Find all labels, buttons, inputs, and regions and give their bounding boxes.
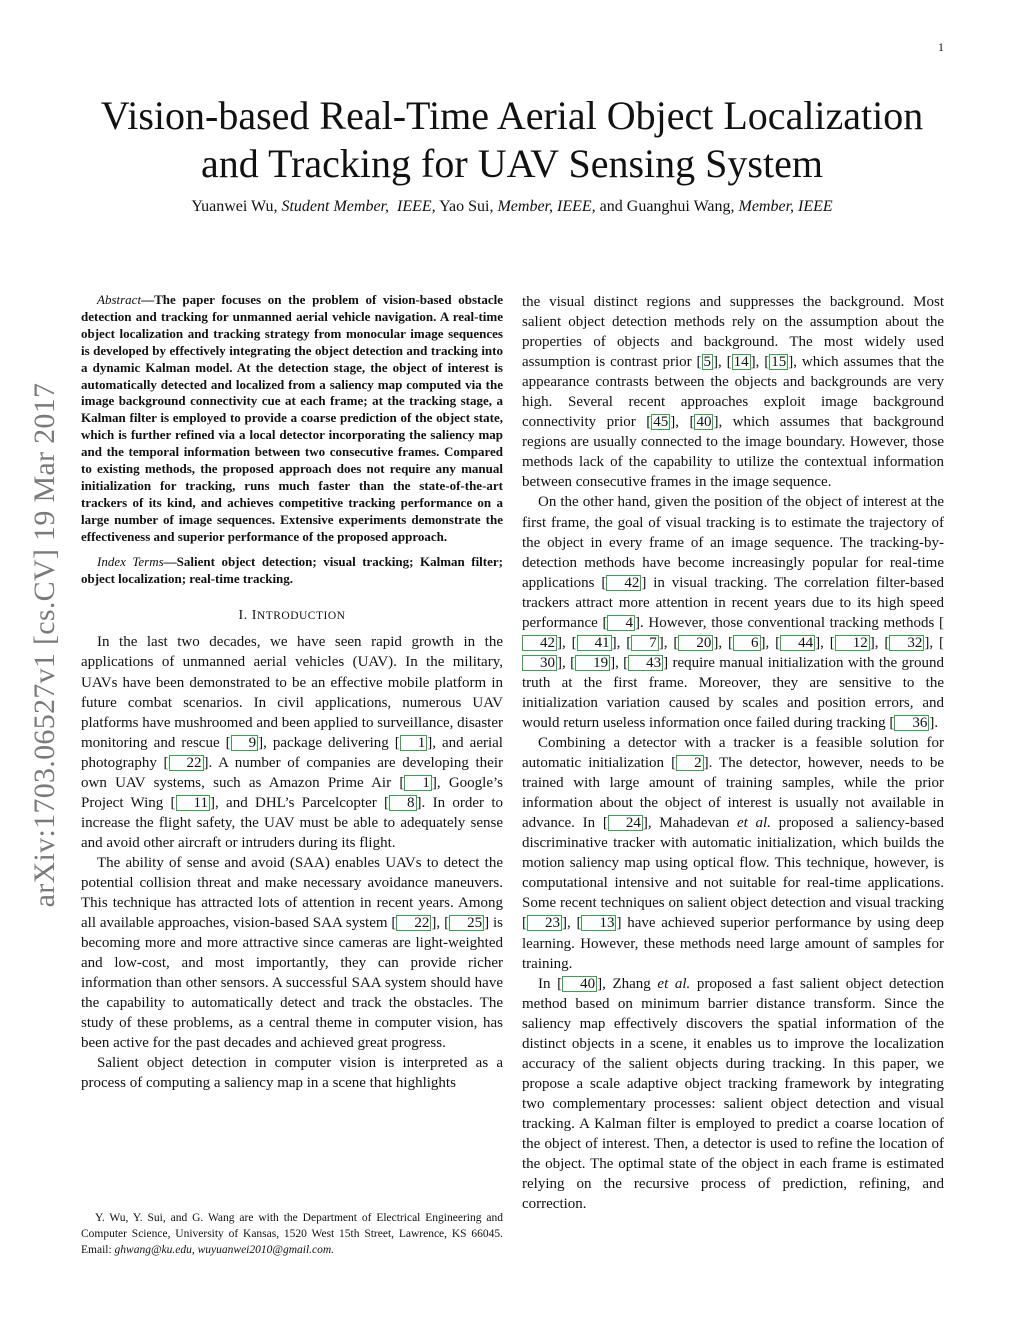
citation-link[interactable]: 32 (889, 635, 924, 651)
citation-link[interactable]: 2 (676, 755, 704, 771)
text-run: In the last two decades, we have seen rapid growth in the applications of unmanned aerial vehicles (UAV). In the military, UAVs have been demonstrated to be an effective mobile platform in future combat scenarios. In civil applications, numerous UAV platforms have mushroomed and been applied to surveillance, disaster monitoring and rescue (81, 634, 503, 751)
citation-link[interactable]: 44 (780, 635, 815, 651)
citation-link[interactable]: 7 (631, 635, 659, 651)
citation-link[interactable]: 1 (400, 735, 428, 751)
citation-link[interactable]: 41 (577, 635, 612, 651)
section-rest: NTRODUCTION (256, 610, 346, 623)
page-number: 1 (938, 40, 944, 54)
text-run: . In order to increase the flight safety, the UAV must be able to adequately sense and avoid other aircraft or intruders during its flight. (81, 794, 503, 851)
citation-link[interactable]: 40 (562, 976, 597, 992)
text-run: , Mahadevan (647, 815, 737, 832)
text-run: proposed a fast salient object detection method based on minimum barrier distance transform. Since the saliency map effectively discovers the spatial information of the distinct objects in a scene, it enables us to improve the localization accuracy of the salient objects during tracking. In this paper, we propose a scale adaptive object tracking framework by integrating two complementary processes: salient object detection and visual tracking. A Kalman filter is employed to predict a coarse location of the object of interest. Then, a detector is used to refine the location of the object. The optimal state of the object in each frame is estimated relying on the recursive process of prediction, refining, and correction. (522, 975, 944, 1213)
text-run: The ability of sense and avoid (SAA) enables UAVs to detect the potential collision threat and make necessary avoidance maneuvers. This technique has attracted lots of attention in recent years. Among all available approaches, vision-based SAA system (81, 854, 503, 932)
text-run: , and DHL’s Parcelcopter (215, 794, 385, 811)
citation-link[interactable]: 42 (606, 575, 641, 591)
text-run: , (874, 634, 885, 651)
text-run: , (562, 634, 572, 651)
arxiv-stamp (28, 350, 61, 940)
citation-link[interactable]: 12 (835, 635, 870, 651)
text-run: , (820, 634, 830, 651)
footnote-emails: ghwang@ku.edu, wuyuanwei2010@gmail.com. (114, 1244, 335, 1256)
citation-link[interactable]: 25 (449, 915, 484, 931)
et-al: et al. (736, 815, 771, 832)
citation-link[interactable]: 19 (575, 655, 610, 671)
text-run: , (755, 354, 765, 371)
index-terms (81, 554, 503, 588)
text-run: , (616, 634, 627, 651)
et-al: et al. (657, 975, 691, 992)
text-run: , (562, 654, 571, 671)
text-run: , which assumes that the appearance contrasts between the objects and backgrounds are very high. Several recent approaches exploit image background connectivity prior (522, 354, 945, 431)
right-paragraph-2: On the other hand, given the position of the object of interest at the first frame, the goal of visual tracking is to estimate the trajectory of the object in every frame of an image sequence. The tracking-by-detection methods have become increasingly popular for real-time applications [ 42 ] in visual tracking. The correlation filter-based trackers attract more attention in recent years due to its high speed performance [ 4 ]. However, those conventional tracking methods [42 ], [ 41 ], [ 7 ], [ 20 ], [ 6 ], [ 44 ], [ 12 ], [ 32 ], [30 ], [ 19 ], [ 43 ] require manual initialization with the ground truth at the first frame. Moreover, they are sensitive to the initialization variation caused by scales and position errors, and would return useless information once failed during tracking [ 36 ]. (522, 494, 945, 731)
citation-link[interactable]: 24 (608, 815, 643, 831)
section-numeral: I. (238, 608, 248, 624)
author-3-name: Guanghui Wang, (626, 198, 735, 215)
text-run: , package delivering (263, 734, 395, 751)
title-line-2: and Tracking for UAV Sensing System (201, 141, 823, 186)
citation-link[interactable]: 22 (169, 755, 204, 771)
citation-link[interactable]: 9 (231, 735, 259, 751)
and-word: and (599, 198, 623, 215)
citation-link[interactable]: 15 (771, 354, 787, 371)
abstract (81, 292, 503, 546)
text-run: , (765, 634, 776, 651)
text-run: . A number of companies are developing their own UAV systems, such as Amazon Prime Air (81, 754, 503, 791)
text-run: have achieved superior performance by using deep learning. However, these methods need large amount of samples for training. (522, 915, 944, 972)
citation-link[interactable]: 20 (678, 635, 713, 651)
text-run: , (615, 654, 624, 671)
text-run: , Zhang (602, 975, 658, 992)
index-terms-body: —Salient object detection; visual tracking; Kalman filter; object localization; real-time tracking. (81, 553, 503, 586)
right-paragraph-4: In [ 40 ], Zhang et al. proposed a fast salient object detection method based on minimum barrier distance transform. Since the saliency map effectively discovers the spatial information of the distinct objects in a scene, it enables us to improve the localization accuracy of the salient objects during tracking. In this paper, we propose a scale adaptive object tracking framework by integrating two complementary processes: salient object detection and visual tracking. A Kalman filter is employed to predict a coarse location of the object of interest. Then, a detector is used to refine the location of the object. The optimal state of the object in each frame is estimated relying on the recursive process of prediction, refining, and correction. (522, 975, 944, 1213)
citation-link[interactable]: 23 (527, 915, 562, 931)
text-run: require manual initialization with the ground truth at the first frame. Moreover, they are sensitive to the initialization variation caused by scales and position errors, and would return useless information once failed during tracking (522, 654, 945, 731)
citation-link[interactable]: 40 (696, 414, 712, 431)
right-column (522, 292, 944, 1214)
citation-link[interactable]: 4 (607, 615, 635, 631)
citation-link[interactable]: 1 (404, 775, 432, 791)
author-2-role: Member, IEEE, (497, 198, 596, 215)
author-line (60, 198, 964, 216)
citation-link[interactable]: 6 (733, 635, 761, 651)
citation-link[interactable]: 45 (653, 414, 669, 431)
text-run: . (934, 714, 939, 731)
footnote-text: Y. Wu, Y. Sui, and G. Wang are with the Department of Electrical Engineering and Computer Science, University of Kansas, 1520 West 15th Street, Lawrence, KS 66045. Email: (81, 1212, 503, 1256)
text-run: , (929, 634, 939, 651)
text-run: . The detector, however, needs to be trained with large amount of training samples, while the prior information about the object of interest is usually not available in advance. In (522, 755, 944, 832)
citation-link[interactable]: 22 (396, 915, 431, 931)
text-run: , which assumes that background regions are usually connected to the image boundary. However, those methods lack of the capability to utilize the contextual information between consecutive frames in the image sequence. (522, 414, 944, 491)
index-terms-label: Index Terms (97, 553, 164, 569)
author-3-role: Member, IEEE (738, 198, 833, 215)
intro-paragraph-3 (81, 1053, 503, 1093)
text-run: , (567, 915, 577, 932)
text-run: , (436, 915, 445, 932)
citation-link[interactable]: 30 (522, 655, 557, 671)
author-affiliation-footnote (81, 1210, 503, 1258)
arxiv-stamp-text: arXiv:1703.06527v1 [cs.CV] 19 Mar 2017 (28, 382, 61, 908)
text-run: in visual tracking. The correlation filter-based trackers attract more attention in recent years due to its high speed performance (522, 574, 945, 631)
abstract-body: —The paper focuses on the problem of vision-based obstacle detection and tracking for unmanned aerial vehicle navigation. A real-time object localization and tracking strategy from monocular image sequences is developed by effectively integrating the object detection and tracking into a dynamic Kalman model. At the detection stage, the object of interest is automatically detected and localized from a saliency map computed via the image background connectivity cue at each frame; at the tracking stage, a Kalman filter is employed to provide a coarse prediction of the object state, which is further refined via a local detector incorporating the saliency map and the temporal information between two consecutive frames. Compared to existing methods, the proposed approach does not require any manual initialization for tracking, runs much faster than the state-of-the-art trackers of its kind, and achieves competitive tracking performance on a large number of image sequences. Extensive experiments demonstrate the effectiveness and superior performance of the proposed approach. (81, 292, 503, 544)
citation-link[interactable]: 36 (894, 715, 929, 731)
text-run: Combining a detector with a tracker is a feasible solution for automatic initialization (522, 735, 944, 772)
text-run: is becoming more and more attractive since cameras are light-weighted and low-cost, and most importantly, they can provide richer information than other sensors. A successful SAA system should have the capability to automatically detect and track the obstacles. The study of these problems, as a central theme in computer vision, has been active for the past decades and achieved great progress. (81, 915, 503, 1052)
title-line-1: Vision-based Real-Time Aerial Object Localization (100, 93, 924, 138)
right-paragraph-3: Combining a detector with a tracker is a feasible solution for automatic initialization [ 2 ]. The detector, however, needs to be trained with large amount of training samples, while the prior information about the object of interest is usually not available in advance. In [ 24 ], Mahadevan et al. proposed a saliency-based discriminative tracker with automatic initialization, which builds the motion saliency map using optical flow. This technique, however, is computational intensive and not suitable for real-time applications. Some recent techniques on salient object detection and visual tracking [ 23 ], [ 13 ] have achieved superior performance by using deep learning. However, these methods need large amount of samples for training. (522, 735, 944, 972)
text-run: , Google’s Project Wing (81, 774, 503, 811)
abstract-label: Abstract (97, 292, 142, 307)
right-paragraph-1: the visual distinct regions and suppresses the background. Most salient object detection methods rely on the assumption about the properties of objects and background. The most widely used assumption is contrast prior [ 5 ], [ 14 ], [ 15 ], which assumes that the appearance contrasts between the objects and backgrounds are very high. Several recent approaches exploit image background connectivity prior [ 45 ], [ 40 ], which assumes that background regions are usually connected to the image boundary. However, those methods lack of the capability to utilize the contextual information between consecutive frames in the image sequence. (522, 294, 945, 491)
text-run: proposed a saliency-based discriminative tracker with automatic initialization, which builds the motion saliency map using optical flow. This technique, however, is computational intensive and not suitable for real-time applications. Some recent techniques on salient object detection and visual tracking (522, 815, 944, 912)
text-run: , (675, 414, 690, 431)
author-2-name: Yao Sui, (439, 198, 494, 215)
text-run: , (718, 354, 727, 371)
citation-link[interactable]: 14 (733, 354, 749, 371)
intro-paragraph-2: The ability of sense and avoid (SAA) enables UAVs to detect the potential collision threat and make necessary avoidance maneuvers. This technique has attracted lots of attention in recent years. Among all available approaches, vision-based SAA system [ 22 ], [ 25 ] is becoming more and more attractive since cameras are light-weighted and low-cost, and most importantly, they can provide richer information than other sensors. A successful SAA system should have the capability to automatically detect and track the obstacles. The study of these problems, as a central theme in computer vision, has been active for the past decades and achieved great progress. (81, 854, 503, 1052)
text-run: Salient object detection in computer vision is interpreted as a process of computing a saliency map in a scene that highlights (81, 1055, 503, 1092)
left-column (81, 292, 503, 1093)
citation-link[interactable]: 43 (628, 655, 663, 671)
citation-link[interactable]: 42 (522, 635, 557, 651)
citation-link[interactable]: 13 (581, 915, 616, 931)
text-run: On the other hand, given the position of the object of interest at the first frame, the goal of visual tracking is to estimate the trajectory of the object in every frame of an image sequence. The tracking-by-detection methods have become increasingly popular for real-time applications (522, 494, 944, 591)
text-run: In (538, 975, 558, 992)
text-run: the visual distinct regions and suppresses the background. Most salient object detection methods rely on the assumption about the properties of objects and background. The most widely used assumption is contrast prior (522, 294, 944, 371)
citation-link[interactable]: 5 (703, 354, 711, 371)
author-1-role: Student Member, (281, 198, 389, 215)
author-1-org: IEEE, (397, 198, 436, 215)
author-1-name: Yuanwei Wu, (191, 198, 278, 215)
text-run: . However, those conventional tracking methods (639, 614, 939, 631)
text-run: , and aerial photography (81, 734, 503, 771)
paper-title (60, 92, 964, 188)
text-run: , (663, 634, 674, 651)
section-first-letter: I (251, 608, 257, 624)
citation-link[interactable]: 11 (176, 795, 210, 811)
text-run: , (718, 634, 728, 651)
citation-link[interactable]: 8 (389, 795, 417, 811)
section-heading-introduction (81, 608, 503, 624)
intro-paragraph-1: In the last two decades, we have seen rapid growth in the applications of unmanned aerial vehicles (UAV). In the military, UAVs have been demonstrated to be an effective mobile platform in future combat scenarios. In civil applications, numerous UAV platforms have mushroomed and been applied to surveillance, disaster monitoring and rescue [ 9 ], package delivering [ 1 ], and aerial photography [ 22 ]. A number of companies are developing their own UAV systems, such as Amazon Prime Air [ 1 ], Google’s Project Wing [ 11 ], and DHL’s Parcelcopter [ 8 ]. In order to increase the flight safety, the UAV must be able to adequately sense and avoid other aircraft or intruders during its flight. (81, 634, 503, 851)
